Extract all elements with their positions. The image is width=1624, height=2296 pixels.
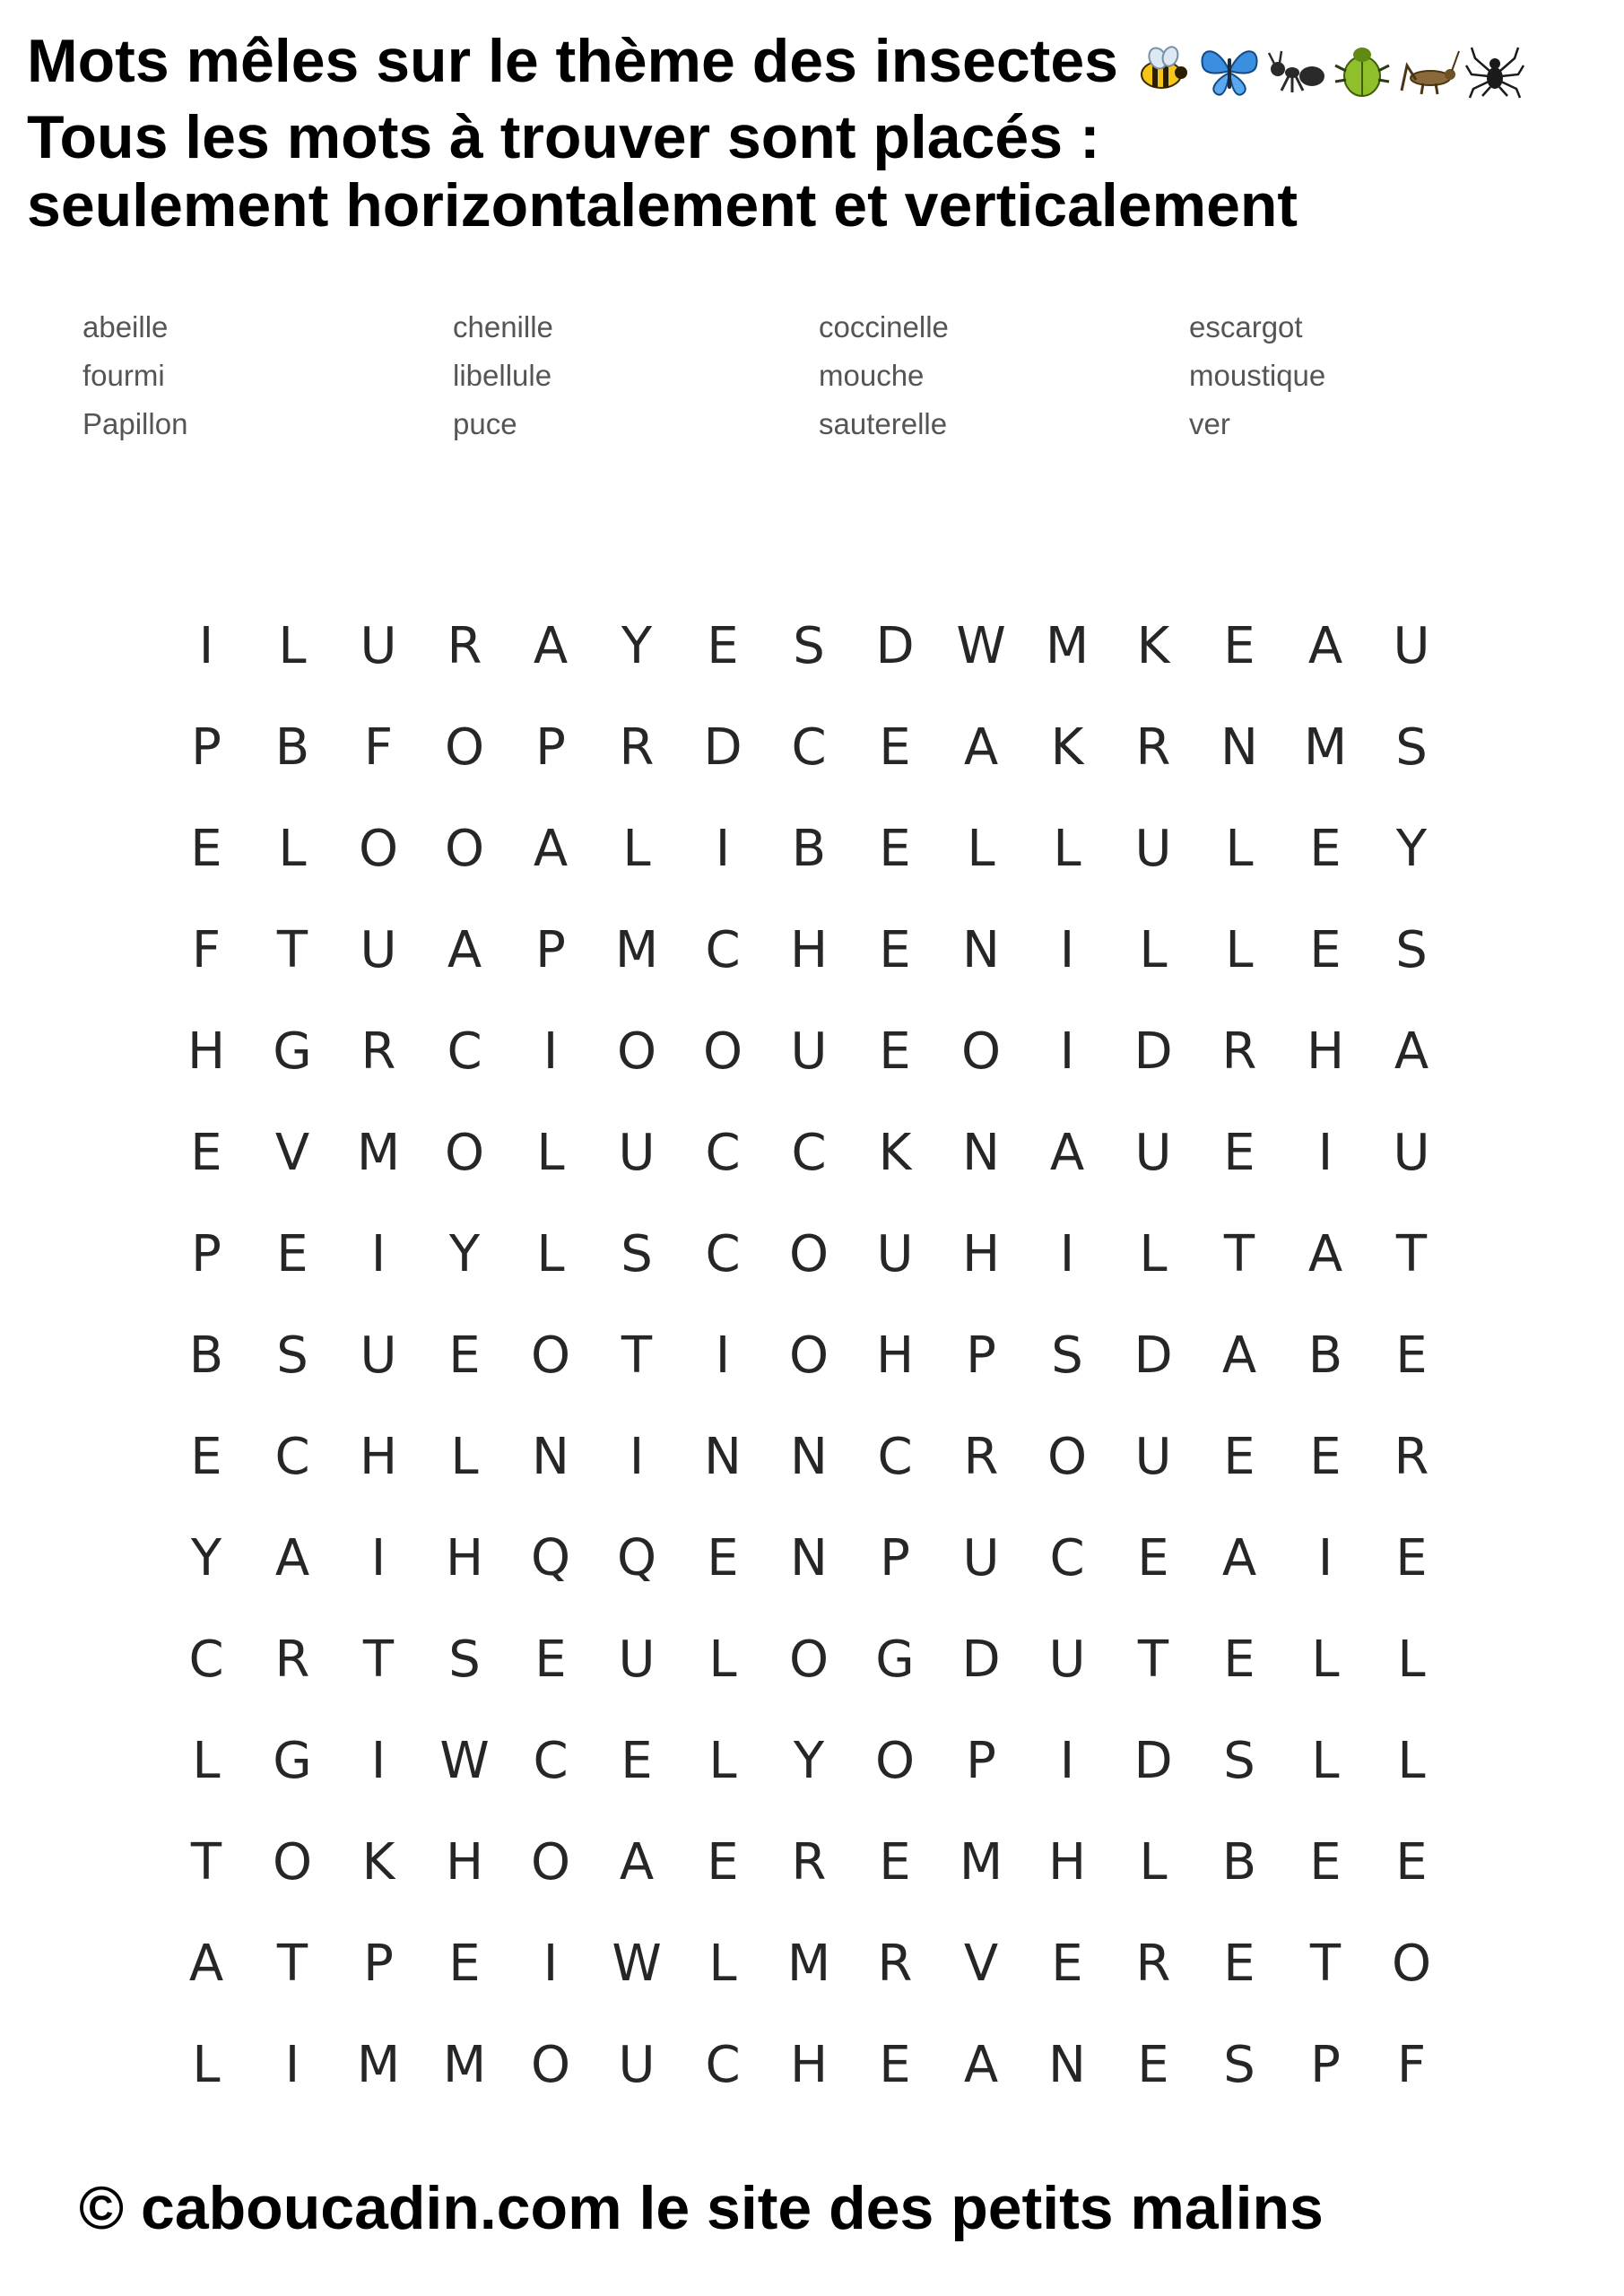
title-line-2: Tous les mots à trouver sont placés : (27, 103, 1100, 172)
grid-cell: L (622, 820, 651, 878)
grid-cell: O (444, 820, 485, 878)
grid-cell: U (360, 921, 397, 979)
grid-cell: G (875, 1631, 915, 1689)
grid-cell: N (962, 921, 1000, 979)
grid-cell: O (444, 1124, 485, 1182)
grid-cell: T (1137, 1631, 1169, 1689)
grid-cell: W (956, 617, 1006, 675)
grid-cell: L (1311, 1631, 1340, 1689)
grid-cell: E (448, 1326, 481, 1385)
grid-cell: E (621, 1732, 653, 1790)
grid-cell: P (191, 1225, 221, 1283)
grid-cell: D (1133, 1326, 1173, 1385)
grid-cell: I (370, 1225, 386, 1283)
grid-cell: G (273, 1732, 312, 1790)
grid-cell: M (442, 2036, 487, 2094)
grid-cell: O (874, 1732, 916, 1790)
grid-cell: R (1394, 1428, 1429, 1486)
grid-cell: K (1136, 617, 1170, 675)
grid-cell: I (370, 1529, 386, 1587)
grid-cell: L (278, 617, 307, 675)
title-line-3: seulement horizontalement et verticalement (27, 171, 1298, 240)
grid-cell: N (790, 1428, 828, 1486)
grid-cell: F (363, 718, 394, 777)
insect-emoji-row (1131, 32, 1529, 103)
grid-cell: A (963, 718, 999, 777)
grid-cell: R (877, 1935, 913, 1993)
grid-cell: E (1223, 1631, 1255, 1689)
grid-cell: Q (530, 1529, 571, 1587)
grid-cell: L (1139, 921, 1168, 979)
grid-cell: Y (793, 1732, 825, 1790)
title-text-1: Mots mêles sur le thème des insectes (27, 27, 1118, 95)
grid-cell: O (616, 1022, 657, 1081)
grid-cell: E (879, 1833, 911, 1892)
grid-cell: D (875, 617, 915, 675)
grid-cell: S (1223, 1732, 1255, 1790)
grid-cell: O (960, 1022, 1002, 1081)
grid-cell: R (1221, 1022, 1257, 1081)
grid-cell: N (790, 1529, 828, 1587)
grid-cell: C (877, 1428, 913, 1486)
grid-cell: E (879, 718, 911, 777)
grid-cell: I (1059, 1225, 1075, 1283)
grid-cell: C (274, 1428, 310, 1486)
grid-cell: I (370, 1732, 386, 1790)
grid-cell: T (190, 1833, 222, 1892)
grid-cell: E (1395, 1833, 1428, 1892)
ant-icon (1264, 39, 1328, 103)
grid-cell: L (1397, 1631, 1426, 1689)
grid-cell: E (190, 1428, 222, 1486)
grid-cell: A (1307, 1225, 1343, 1283)
grid-cell: E (1309, 820, 1342, 878)
grid-cell: H (961, 1225, 1001, 1283)
grid-cell: L (1397, 1732, 1426, 1790)
grid-cell: L (1139, 1225, 1168, 1283)
grid-cell: U (1134, 820, 1172, 878)
grid-cell: Q (616, 1529, 657, 1587)
grid-cell: A (447, 921, 482, 979)
grid-cell: R (447, 617, 482, 675)
grid-cell: U (962, 1529, 1000, 1587)
grid-cell: T (276, 921, 308, 979)
grid-cell: U (618, 1124, 656, 1182)
grid-cell: A (619, 1833, 655, 1892)
grid-cell: E (1223, 1124, 1255, 1182)
grid-cell: W (612, 1935, 662, 1993)
grid-cell: P (1310, 2036, 1341, 2094)
grid-cell: R (360, 1022, 396, 1081)
grid-cell: K (361, 1833, 395, 1892)
grid-cell: A (533, 617, 569, 675)
cricket-icon (1396, 39, 1461, 103)
grid-cell: R (274, 1631, 310, 1689)
grid-cell: E (879, 921, 911, 979)
grid-cell: E (1309, 921, 1342, 979)
word-sauterelle: sauterelle (819, 407, 948, 440)
grid-cell: Y (1395, 820, 1428, 878)
grid-cell: E (707, 1529, 739, 1587)
grid-cell: O (530, 2036, 571, 2094)
grid-cell: Y (621, 617, 653, 675)
grid-cell: V (274, 1124, 310, 1182)
grid-cell: O (788, 1631, 829, 1689)
grid-cell: S (1395, 718, 1428, 777)
grid-cell: A (533, 820, 569, 878)
grid-cell: I (198, 617, 214, 675)
footer-copyright: © caboucadin.com le site des petits malins (79, 2174, 1324, 2242)
grid-cell: H (1306, 1022, 1345, 1081)
grid-cell: E (1223, 1428, 1255, 1486)
grid-cell: O (702, 1022, 743, 1081)
grid-cell: K (878, 1124, 912, 1182)
grid-cell: H (1047, 1833, 1087, 1892)
word-escargot: escargot (1189, 310, 1303, 344)
grid-cell: A (1221, 1529, 1257, 1587)
grid-cell: S (1223, 2036, 1255, 2094)
grid-cell: I (715, 1326, 731, 1385)
grid-cell: T (1309, 1935, 1342, 1993)
grid-cell: E (879, 2036, 911, 2094)
grid-cell: E (1137, 1529, 1169, 1587)
grid-cell: E (1395, 1529, 1428, 1587)
grid-cell: O (1046, 1428, 1088, 1486)
grid-cell: C (705, 2036, 741, 2094)
grid-cell: E (1223, 617, 1255, 675)
bee-icon (1131, 39, 1195, 103)
butterfly-icon (1197, 39, 1262, 103)
grid-cell: A (963, 2036, 999, 2094)
grid-cell: I (1059, 921, 1075, 979)
grid-cell: U (790, 1022, 828, 1081)
grid-cell: U (1048, 1631, 1086, 1689)
grid-cell: E (1395, 1326, 1428, 1385)
grid-cell: B (791, 820, 827, 878)
grid-cell: A (1221, 1326, 1257, 1385)
grid-cell: R (1135, 718, 1171, 777)
grid-cell: A (1394, 1022, 1429, 1081)
grid-cell: I (1059, 1022, 1075, 1081)
grid-cell: E (1309, 1428, 1342, 1486)
word-fourmi: fourmi (83, 359, 165, 392)
grid-cell: Y (448, 1225, 481, 1283)
grid-cell: I (1317, 1124, 1333, 1182)
grid-cell: S (1051, 1326, 1083, 1385)
grid-cell: S (621, 1225, 653, 1283)
grid-cell: N (704, 1428, 742, 1486)
grid-cell: L (536, 1124, 565, 1182)
grid-cell: I (715, 820, 731, 878)
grid-cell: E (879, 820, 911, 878)
grid-cell: R (1135, 1935, 1171, 1993)
grid-cell: R (963, 1428, 999, 1486)
grid-cell: L (192, 2036, 221, 2094)
grid-cell: N (962, 1124, 1000, 1182)
grid-cell: O (358, 820, 399, 878)
grid-cell: M (1045, 617, 1090, 675)
grid-cell: O (530, 1833, 571, 1892)
word-libellule: libellule (453, 359, 552, 392)
grid-cell: O (530, 1326, 571, 1385)
grid-cell: D (703, 718, 743, 777)
grid-cell: E (1137, 2036, 1169, 2094)
grid-cell: E (534, 1631, 567, 1689)
grid-cell: P (880, 1529, 910, 1587)
grid-cell: C (705, 1124, 741, 1182)
grid-cell: H (445, 1529, 484, 1587)
grid-cell: U (1393, 1124, 1430, 1182)
grid-cell: L (1225, 921, 1254, 979)
grid-cell: E (707, 1833, 739, 1892)
grid-cell: P (535, 921, 566, 979)
grid-cell: B (1307, 1326, 1343, 1385)
grid-cell: E (448, 1935, 481, 1993)
grid-cell: F (191, 921, 221, 979)
grid-cell: B (274, 718, 310, 777)
grid-cell: C (791, 1124, 827, 1182)
grid-cell: O (444, 718, 485, 777)
beetle-icon (1330, 39, 1394, 103)
grid-cell: M (1303, 718, 1348, 777)
grid-cell: R (791, 1833, 827, 1892)
grid-cell: N (1048, 2036, 1086, 2094)
grid-cell: K (1050, 718, 1084, 777)
grid-cell: L (1139, 1833, 1168, 1892)
grid-cell: E (1051, 1935, 1083, 1993)
grid-cell: L (192, 1732, 221, 1790)
grid-cell: W (439, 1732, 490, 1790)
grid-cell: B (1221, 1833, 1257, 1892)
grid-cell: T (276, 1935, 308, 1993)
word-chenille: chenille (453, 310, 553, 344)
grid-cell: P (363, 1935, 394, 1993)
grid-cell: E (879, 1022, 911, 1081)
grid-cell: P (966, 1732, 996, 1790)
grid-cell: U (1134, 1428, 1172, 1486)
grid-cell: I (543, 1935, 559, 1993)
grid-cell: L (278, 820, 307, 878)
grid-cell: P (535, 718, 566, 777)
grid-cell: L (708, 1935, 737, 1993)
grid-cell: L (536, 1225, 565, 1283)
grid-cell: T (362, 1631, 395, 1689)
grid-cell: D (961, 1631, 1001, 1689)
grid-cell: M (786, 1935, 831, 1993)
grid-cell: O (1391, 1935, 1432, 1993)
word-ver: ver (1189, 407, 1230, 440)
grid-cell: C (533, 1732, 569, 1790)
grid-cell: N (1220, 718, 1258, 777)
grid-cell: T (1223, 1225, 1255, 1283)
word-papillon: Papillon (83, 407, 188, 440)
grid-cell: E (1309, 1833, 1342, 1892)
grid-cell: E (276, 1225, 308, 1283)
spider-icon (1463, 39, 1527, 103)
grid-cell: C (1049, 1529, 1085, 1587)
grid-cell: R (619, 718, 655, 777)
grid-cell: D (1133, 1022, 1173, 1081)
grid-cell: E (1223, 1935, 1255, 1993)
title-line-1 (27, 27, 1605, 103)
grid-cell: I (543, 1022, 559, 1081)
grid-cell: H (789, 2036, 829, 2094)
grid-cell: S (1395, 921, 1428, 979)
word-moustique: moustique (1189, 359, 1326, 392)
grid-cell: M (959, 1833, 1003, 1892)
grid-cell: G (273, 1022, 312, 1081)
grid-cell: O (788, 1326, 829, 1385)
grid-cell: V (963, 1935, 999, 1993)
grid-cell: L (708, 1732, 737, 1790)
grid-cell: U (1393, 617, 1430, 675)
grid-cell: C (705, 921, 741, 979)
grid-cell: M (614, 921, 659, 979)
grid-cell: H (789, 921, 829, 979)
grid-cell: F (1396, 2036, 1427, 2094)
grid-cell: I (1317, 1529, 1333, 1587)
grid-cell: H (187, 1022, 226, 1081)
grid-cell: H (875, 1326, 915, 1385)
grid-cell: A (274, 1529, 310, 1587)
grid-cell: H (445, 1833, 484, 1892)
grid-cell: A (1049, 1124, 1085, 1182)
grid-cell: D (1133, 1732, 1173, 1790)
grid-cell: A (1307, 617, 1343, 675)
grid-cell: U (618, 1631, 656, 1689)
grid-cell: E (190, 1124, 222, 1182)
grid-cell: M (356, 2036, 401, 2094)
grid-cell: S (448, 1631, 481, 1689)
grid-cell: L (1311, 1732, 1340, 1790)
grid-cell: U (360, 1326, 397, 1385)
grid-cell: U (360, 617, 397, 675)
grid-cell: O (272, 1833, 313, 1892)
grid-cell: H (359, 1428, 398, 1486)
grid-cell: E (190, 820, 222, 878)
grid-cell: L (967, 820, 995, 878)
grid-cell: C (791, 718, 827, 777)
word-mouche: mouche (819, 359, 925, 392)
grid-cell: C (447, 1022, 482, 1081)
grid-cell: E (707, 617, 739, 675)
grid-cell: U (618, 2036, 656, 2094)
grid-cell: C (705, 1225, 741, 1283)
grid-cell: U (1134, 1124, 1172, 1182)
grid-cell: S (793, 617, 825, 675)
grid-cell: S (276, 1326, 308, 1385)
grid-cell: P (966, 1326, 996, 1385)
grid-cell: A (188, 1935, 224, 1993)
grid-cell: I (1059, 1732, 1075, 1790)
grid-cell: L (1225, 820, 1254, 878)
grid-cell: C (188, 1631, 224, 1689)
grid-cell: I (284, 2036, 300, 2094)
grid-cell: I (629, 1428, 645, 1486)
word-coccinelle: coccinelle (819, 310, 949, 344)
grid-cell: Y (190, 1529, 222, 1587)
grid-cell: P (191, 718, 221, 777)
grid-cell: M (356, 1124, 401, 1182)
grid-cell: T (621, 1326, 653, 1385)
title-block (27, 27, 1605, 239)
grid-cell: L (450, 1428, 479, 1486)
grid-cell: L (1053, 820, 1081, 878)
word-puce: puce (453, 407, 517, 440)
grid-cell: U (876, 1225, 914, 1283)
grid-cell: L (708, 1631, 737, 1689)
grid-cell: O (788, 1225, 829, 1283)
word-abeille: abeille (83, 310, 169, 344)
grid-cell: N (532, 1428, 569, 1486)
grid-cell: B (188, 1326, 224, 1385)
grid-cell: T (1395, 1225, 1428, 1283)
letter-grid (163, 613, 1455, 2133)
word-list (83, 303, 1428, 448)
